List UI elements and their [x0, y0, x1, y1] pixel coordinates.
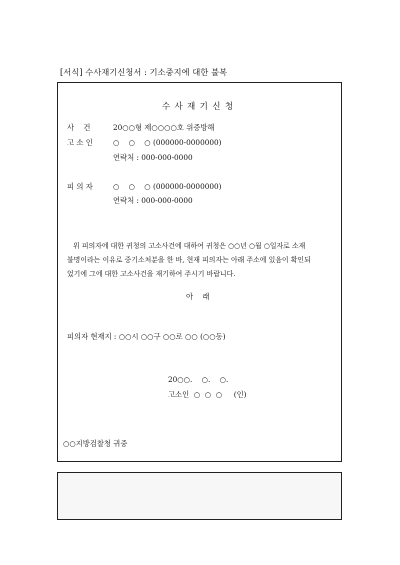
case-value: 20○○형 제○○○○호 위증방해 [113, 123, 215, 132]
form-caption: [서식] 수사재기신청서 : 기소중지에 대한 불복 [60, 67, 228, 77]
footer-box [57, 472, 342, 520]
suspect-label: 피 의 자 [67, 182, 93, 191]
case-label: 사 건 [67, 123, 91, 132]
suspect-address: 피의자 현재지 : ○○시 ○○구 ○○로 ○○ (○○동) [67, 332, 226, 341]
form-document [57, 82, 342, 462]
below-heading: 아 래 [186, 292, 210, 301]
suspect-name: ○ ○ ○ (000000-0000000) [113, 182, 222, 191]
complainant-label: 고 소 인 [67, 138, 93, 147]
date-line: 20○○. ○. ○. [168, 375, 229, 384]
complainant-name: ○ ○ ○ (000000-0000000) [113, 138, 222, 147]
recipient: ○○지방검찰청 귀중 [63, 439, 128, 448]
body-line-1: 위 피의자에 대한 귀청의 고소사건에 대하여 귀청은 ○○년 ○월 ○일자로 소재 [73, 242, 306, 250]
body-line-2: 불명이라는 이유로 중기소처분을 한 바, 현재 피의자는 아래 주소에 있음이 확인되 [67, 256, 311, 264]
signature-line: 고소인 ○ ○ ○ (인) [168, 390, 247, 399]
body-line-3: 었기에 그에 대한 고소사건을 재기하여 주시기 바랍니다. [67, 270, 236, 278]
document-title: 수사재기신청 [162, 101, 238, 111]
suspect-contact: 연락처 : 000-000-0000 [113, 196, 193, 205]
complainant-contact: 연락처 : 000-000-0000 [113, 153, 193, 162]
